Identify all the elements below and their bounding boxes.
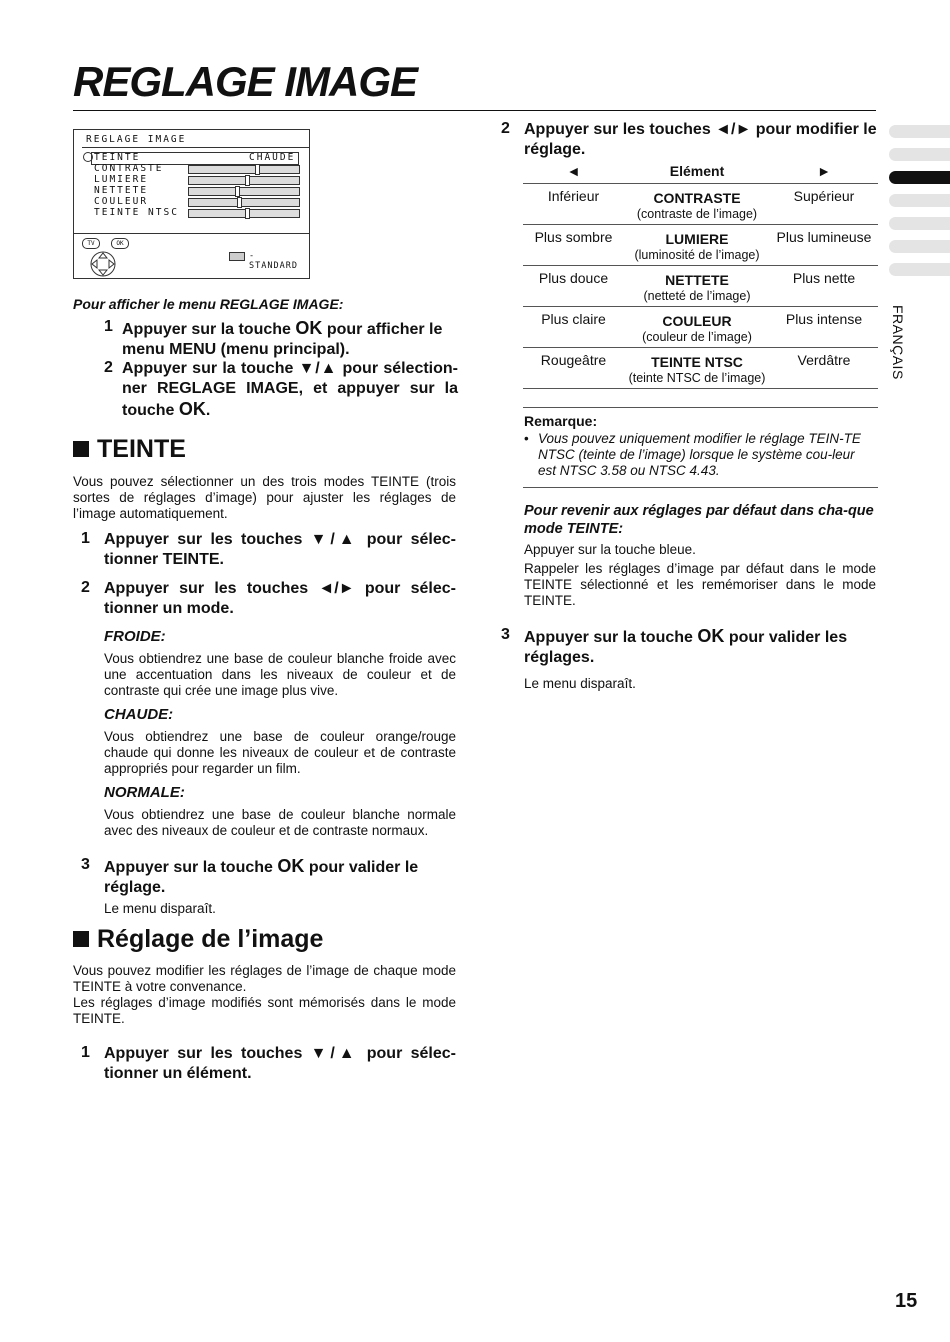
element-name: LUMIERE — [665, 231, 729, 247]
step-number: 3 — [81, 856, 90, 873]
step-number: 1 — [81, 1044, 90, 1061]
step-text: Appuyer sur la touche — [104, 859, 278, 876]
osd-row-label: TEINTE NTSC — [94, 207, 179, 218]
standard-label: - STANDARD — [249, 251, 298, 271]
osd-row-label: TEINTE — [94, 152, 141, 163]
step-text: Appuyer sur la touche — [524, 629, 698, 646]
step-number: 2 — [81, 579, 90, 596]
step-text: pour afficher le menu MENU (menu principal). — [122, 321, 443, 358]
step-number: 3 — [501, 626, 510, 643]
table-row — [523, 184, 878, 225]
osd-row-label: CONTRASTE — [94, 163, 164, 174]
mode-description: Vous obtiendrez une base de couleur blanche froide avec une accentuation dans les niveaux de couleur et de contraste qui crée une image plus vive. — [104, 651, 456, 698]
element-name: TEINTE NTSC — [651, 354, 743, 370]
step-number: 2 — [104, 359, 113, 376]
mode-description: Vous obtiendrez une base de couleur blanche normale avec des niveaux de couleur et de contraste normaux. — [104, 807, 456, 838]
table-row — [523, 348, 878, 389]
right-step-3 — [524, 626, 880, 668]
mode-heading: NORMALE: — [104, 784, 185, 801]
osd-level-bar — [188, 209, 300, 218]
table-row — [523, 266, 878, 307]
dpad-icon — [88, 249, 118, 279]
table-header-row — [523, 160, 878, 184]
divider — [523, 407, 878, 408]
section-heading-text: TEINTE — [97, 435, 186, 463]
side-tab — [889, 240, 950, 253]
remark-text: Vous pouvez uniquement modifier le réglage TEIN-TE NTSC (teinte de l’image) lorsque le système cou-leur est NTSC 3.58 ou NTSC 4.43. — [538, 431, 861, 478]
step-text: Appuyer sur la touche — [122, 321, 296, 338]
display-step-2 — [122, 359, 458, 421]
osd-title: REGLAGE IMAGE — [86, 134, 187, 145]
blue-button-icon — [229, 252, 245, 261]
teinte-intro: Vous pouvez sélectionner un des trois modes TEINTE (trois sortes de réglages d’image) pour ajuster les réglages de l’image automatiquement. — [73, 474, 456, 521]
table-cell-right: Supérieur — [770, 184, 878, 225]
bullet-icon: • — [524, 431, 529, 446]
square-bullet-icon — [73, 931, 89, 947]
teinte-step-3 — [104, 856, 456, 898]
section-heading-teinte — [73, 435, 186, 464]
tv-button-icon: TV — [82, 238, 100, 249]
element-desc: (couleur de l’image) — [642, 330, 752, 344]
ok-key-glyph: OK — [295, 318, 323, 338]
mode-description: Vous obtiendrez une base de couleur orange/rouge chaude qui donne les niveaux de couleur et de contraste appropriés pour regarder un film. — [104, 729, 456, 776]
side-tab-active — [889, 171, 950, 184]
table-cell-element — [624, 184, 770, 225]
side-tab — [889, 194, 950, 207]
section-heading-reglage — [73, 925, 323, 954]
teinte-step-1: Appuyer sur les touches ▼/▲ pour sélec-tionner TEINTE. — [104, 531, 456, 568]
reset-heading: Pour revenir aux réglages par défaut dans cha-que mode TEINTE: — [524, 503, 874, 537]
mode-heading: CHAUDE: — [104, 706, 174, 723]
right-arrow-icon: ► — [770, 160, 878, 184]
side-tab — [889, 263, 950, 276]
table-row — [523, 225, 878, 266]
osd-level-marker — [237, 197, 242, 208]
osd-divider — [82, 147, 310, 148]
reglage-intro — [73, 963, 456, 1027]
step-number: 2 — [501, 120, 510, 137]
element-desc: (netteté de l’image) — [643, 289, 751, 303]
osd-level-marker — [255, 164, 260, 175]
osd-menu-illustration — [73, 129, 310, 279]
table-cell-element — [624, 348, 770, 389]
step-number: 1 — [104, 318, 113, 335]
table-cell-right: Plus intense — [770, 307, 878, 348]
element-name: CONTRASTE — [653, 190, 741, 206]
side-tab — [889, 148, 950, 161]
divider — [523, 487, 878, 488]
table-cell-element — [624, 307, 770, 348]
osd-level-bar — [188, 198, 300, 207]
title-rule — [73, 110, 876, 111]
table-header-element: Elément — [624, 160, 770, 184]
osd-divider — [74, 233, 309, 234]
step-text: Appuyer sur la touche ▼/▲ pour sélection-ner REGLAGE IMAGE, et appuyer sur la touche — [122, 360, 458, 419]
osd-row-label: COULEUR — [94, 196, 149, 207]
language-tab-label: FRANÇAIS — [890, 305, 906, 380]
step-text: pour valider les réglages. — [524, 629, 848, 666]
element-desc: (teinte NTSC de l’image) — [628, 371, 766, 385]
table-cell-right: Plus lumineuse — [770, 225, 878, 266]
table-cell-right: Verdâtre — [770, 348, 878, 389]
display-step-1 — [122, 318, 458, 360]
reset-text: Appuyer sur la touche bleue. — [524, 542, 696, 557]
side-tab — [889, 217, 950, 230]
step-note: Le menu disparaît. — [524, 676, 636, 691]
table-cell-element — [624, 266, 770, 307]
element-name: NETTETE — [665, 272, 729, 288]
ok-button-icon: OK — [111, 238, 129, 249]
paragraph: Vous pouvez modifier les réglages de l’image de chaque mode TEINTE à votre convenance. — [73, 963, 456, 994]
reset-text: Rappeler les réglages d’image par défaut dans le mode TEINTE sélectionné et les remémoriser dans le mode TEINTE. — [524, 561, 876, 608]
display-menu-heading: Pour afficher le menu REGLAGE IMAGE: — [73, 296, 344, 312]
side-tab — [889, 125, 950, 138]
square-bullet-icon — [73, 441, 89, 457]
mode-heading: FROIDE: — [104, 628, 166, 645]
table-cell-element — [624, 225, 770, 266]
step-number: 1 — [81, 530, 90, 547]
teinte-step-2: Appuyer sur les touches ◄/► pour sélec-tionner un mode. — [104, 580, 456, 617]
osd-level-marker — [245, 208, 250, 219]
section-heading-text: Réglage de l’image — [97, 925, 324, 953]
paragraph: Les réglages d’image modifiés sont mémorisés dans le mode TEINTE. — [73, 995, 456, 1026]
osd-teinte-value: CHAUDE — [249, 152, 296, 163]
element-desc: (contraste de l’image) — [636, 207, 758, 221]
osd-level-marker — [235, 186, 240, 197]
element-desc: (luminosité de l’image) — [634, 248, 760, 262]
table-cell-left: Plus claire — [523, 307, 624, 348]
table-row — [523, 307, 878, 348]
table-cell-left: Rougeâtre — [523, 348, 624, 389]
remark-title: Remarque: — [524, 413, 598, 429]
osd-row-label: LUMIERE — [94, 174, 149, 185]
element-name: COULEUR — [662, 313, 732, 329]
osd-level-marker — [245, 175, 250, 186]
osd-level-bar — [188, 187, 300, 196]
left-arrow-icon: ◄ — [523, 160, 624, 184]
page-number: 15 — [895, 1290, 918, 1312]
element-table — [523, 160, 878, 389]
remark-item — [524, 431, 876, 479]
ok-key-glyph: OK — [277, 856, 305, 876]
table-cell-left: Plus douce — [523, 266, 624, 307]
reglage-step-1: Appuyer sur les touches ▼/▲ pour sélec-tionner un élément. — [104, 1045, 456, 1082]
step-text: pour valider le réglage. — [104, 859, 419, 896]
ok-key-glyph: OK — [178, 399, 206, 419]
table-cell-left: Plus sombre — [523, 225, 624, 266]
page-title: REGLAGE IMAGE — [73, 58, 418, 105]
osd-row-label: NETTETE — [94, 185, 149, 196]
step-note: Le menu disparaît. — [104, 901, 216, 916]
ok-key-glyph: OK — [697, 626, 725, 646]
step-text: . — [205, 402, 211, 419]
osd-level-bar — [188, 176, 300, 185]
right-step-2: Appuyer sur les touches ◄/► pour modifier le réglage. — [524, 121, 877, 158]
table-cell-right: Plus nette — [770, 266, 878, 307]
osd-level-bar — [188, 165, 300, 174]
table-cell-left: Inférieur — [523, 184, 624, 225]
